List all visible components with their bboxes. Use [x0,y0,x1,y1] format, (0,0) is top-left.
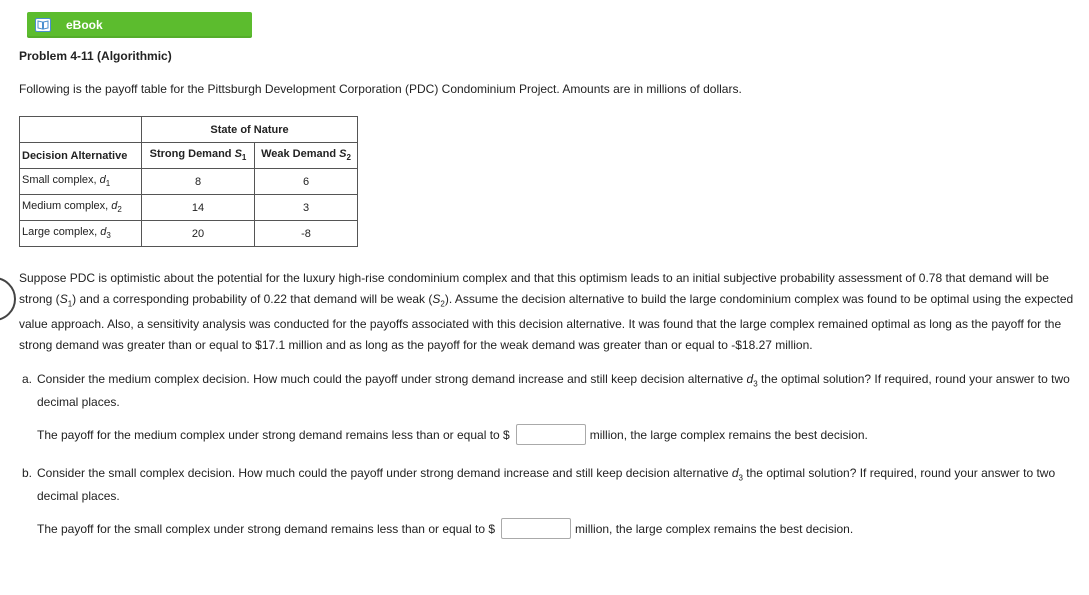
question-letter: b. [22,466,33,480]
answer-line-b [37,518,853,539]
empty-header-cell [20,117,142,143]
question-text: Consider the medium complex decision. How much could the payoff under strong demand increase and still keep decision alternative $d_3$ the optimal solution? If required, round your answer to two decimal places. [37,372,1070,410]
weak-demand-header: Weak Demand $S_2$ [255,143,358,169]
question-text: Consider the small complex decision. How much could the payoff under strong demand increase and still keep decision alternative $d_3$ the optimal solution? If required, round your answer to two decimal places. [37,466,1056,504]
answer-input-b[interactable] [501,518,571,539]
intro-text: Following is the payoff table for the Pittsburgh Development Corporation (PDC) Condominium Project. Amounts are in millions of dollars. [19,82,742,96]
answer-line-a [37,424,868,445]
table-row [20,221,358,247]
ebook-button[interactable] [27,12,252,38]
strong-payoff-cell: 14 [142,195,255,221]
decision-alternative-header: Decision Alternative [20,143,142,169]
strong-payoff-cell: 20 [142,221,255,247]
answer-prefix: The payoff for the medium complex under strong demand remains less than or equal to $ [37,427,510,442]
table-row [20,169,358,195]
row-label: Small complex, $d_1$ [20,169,142,195]
row-label: Medium complex, $d_2$ [20,195,142,221]
strong-payoff-cell: 8 [142,169,255,195]
scenario-paragraph: Suppose PDC is optimistic about the potential for the luxury high-rise condominium complex and that this optimism leads to an initial subjective probability assessment of 0.78 that demand will be strong $(S_1)$ and a corresponding probability of 0.22 that demand will be weak $(S_2)$. Assume the decision alternative to build the large condominium complex was found to be optimal using the expected value approach. Also, a sensitivity analysis was conducted for the payoffs associated with this decision alternative. It was found that the large complex remained optimal as long as the payoff for the strong demand was greater than or equal to $17.1 million and as long as the payoff for the weak demand was greater than or equal to -$18.27 million. [19,271,1074,353]
state-of-nature-header: State of Nature [142,117,358,143]
table-header-row [20,117,358,143]
problem-title: Problem 4-11 (Algorithmic) [19,49,172,63]
side-circle-decoration [0,277,16,321]
weak-payoff-cell: -8 [255,221,358,247]
question-a [22,370,1072,411]
strong-demand-header: Strong Demand $S_1$ [142,143,255,169]
table-row [20,195,358,221]
weak-payoff-cell: 3 [255,195,358,221]
row-label: Large complex, $d_3$ [20,221,142,247]
answer-prefix: The payoff for the small complex under strong demand remains less than or equal to $ [37,521,496,536]
question-letter: a. [22,372,33,386]
open-book-icon [35,18,51,32]
weak-payoff-cell: 6 [255,169,358,195]
table-column-header-row [20,143,358,169]
question-b [22,464,1072,505]
answer-suffix: million, the large complex remains the best decision. [589,427,868,442]
answer-suffix: million, the large complex remains the best decision. [575,521,854,536]
answer-input-a[interactable] [516,424,586,445]
ebook-label: eBook [66,18,103,32]
payoff-table [19,116,358,247]
